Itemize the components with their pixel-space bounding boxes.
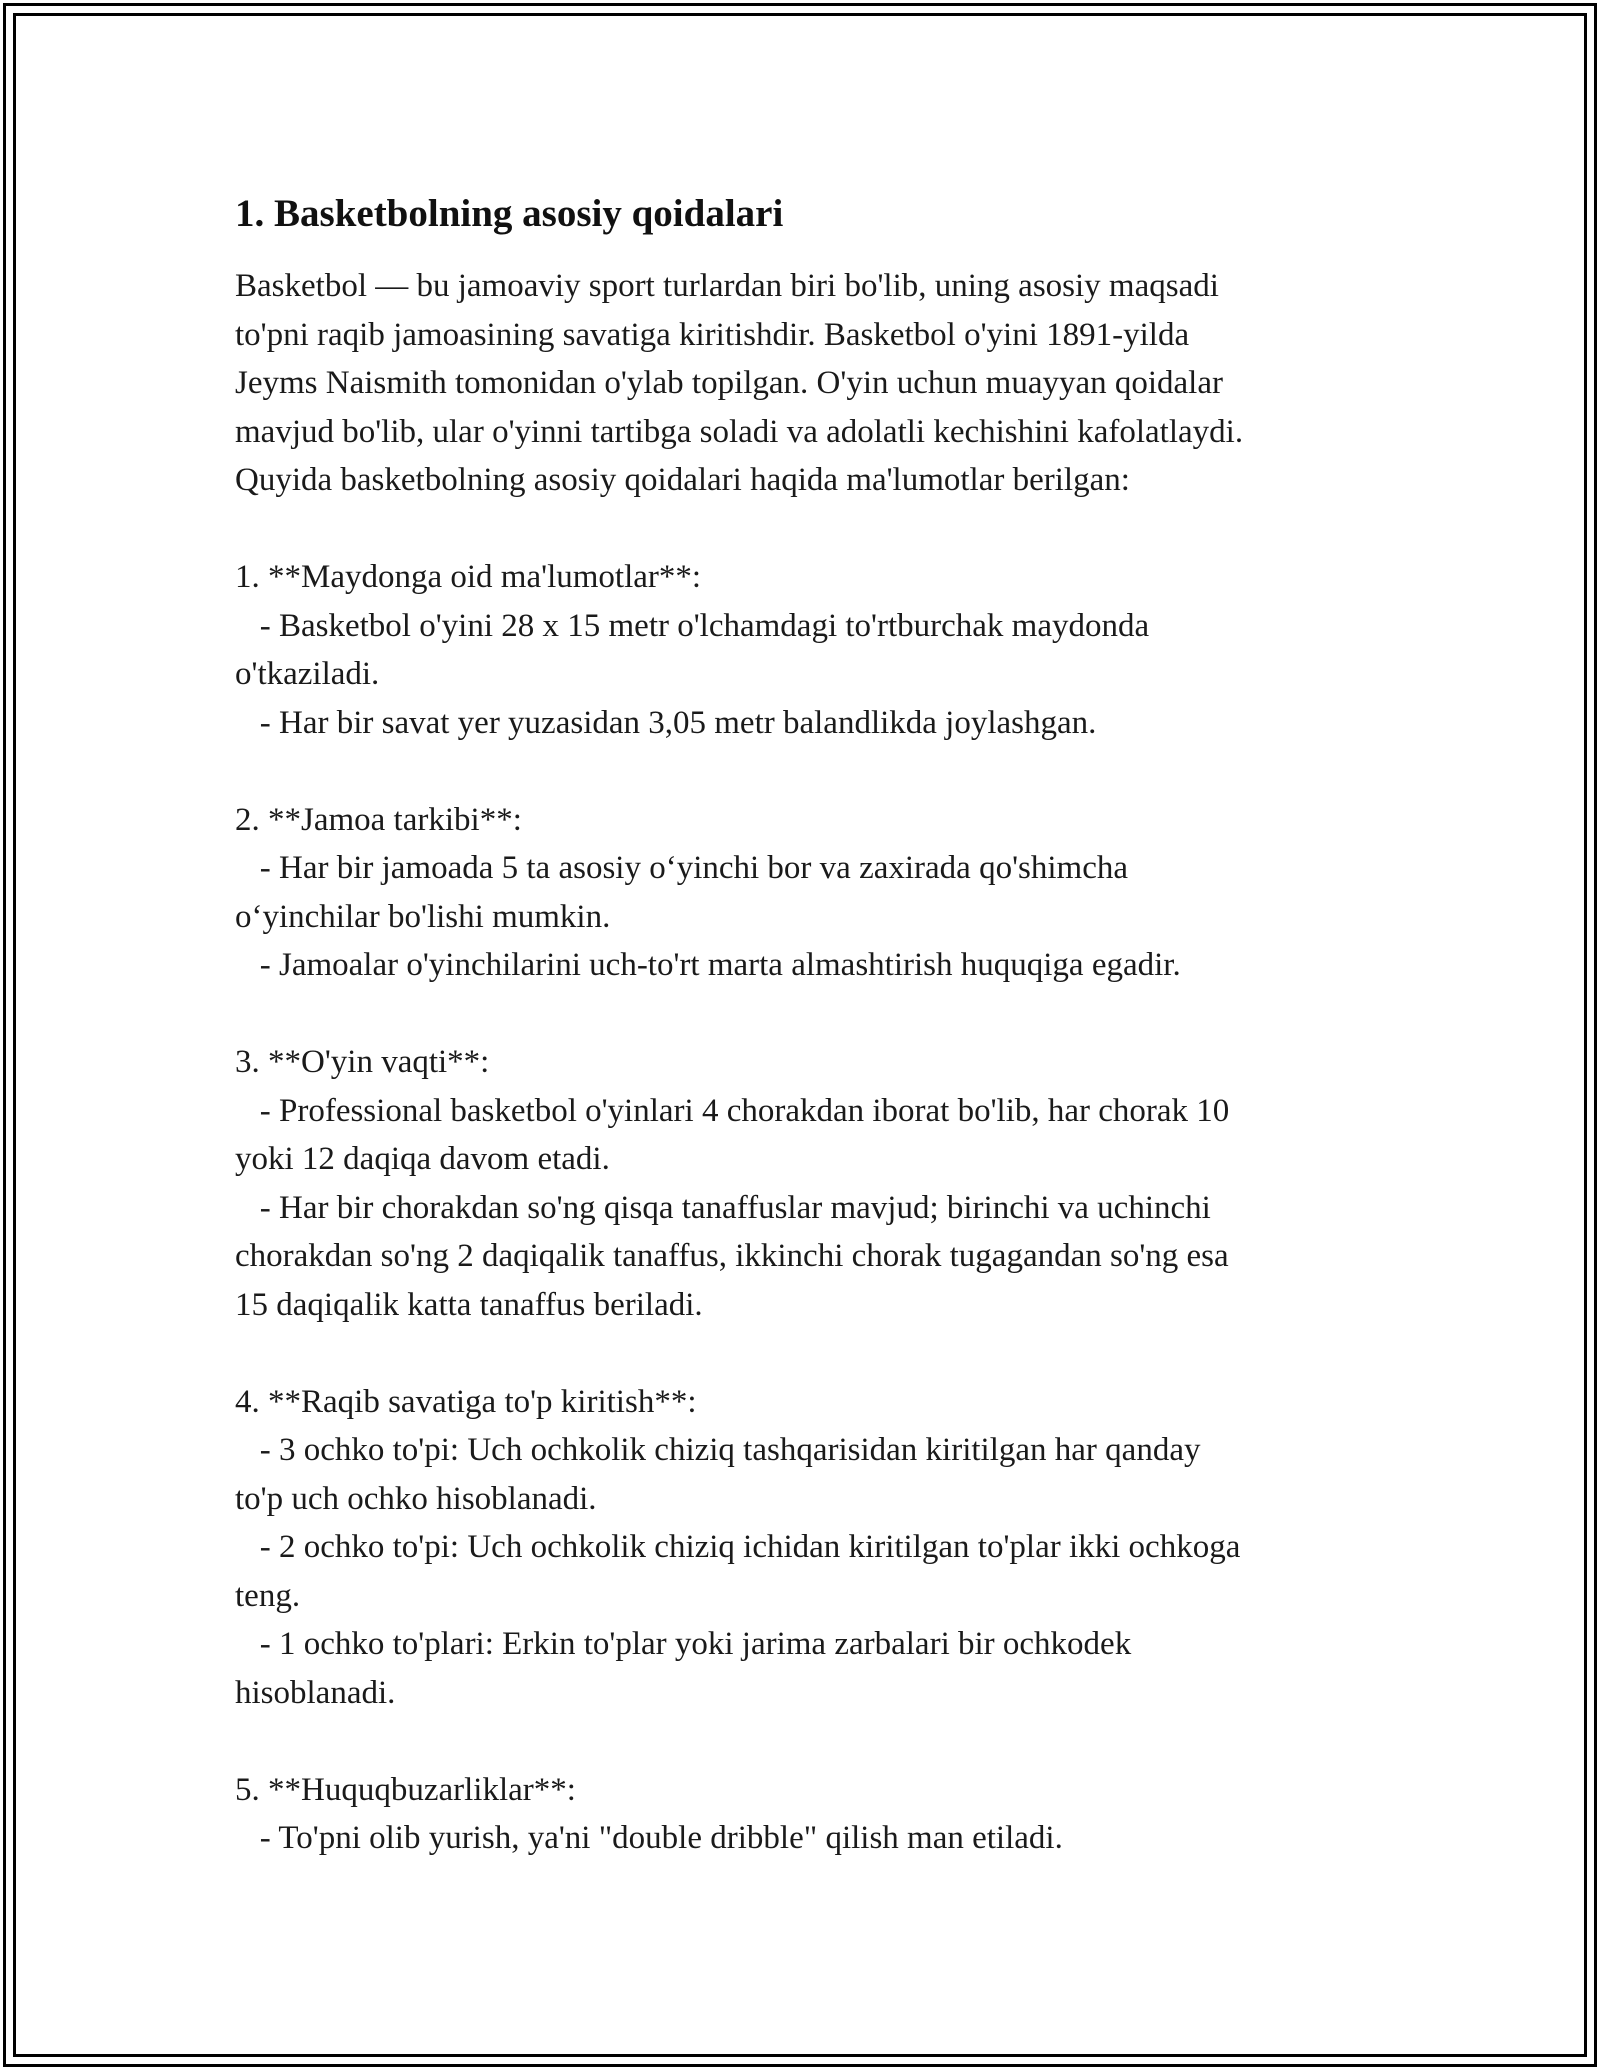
section-line: - Basketbol o'yini 28 x 15 metr o'lchamdagi to'rtburchak maydonda — [235, 607, 1150, 644]
section-line: o‘yinchilar bo'lishi mumkin. — [235, 898, 611, 935]
section-violations — [235, 1766, 1375, 1863]
paragraph-spacer — [235, 505, 1375, 554]
document-body — [235, 190, 1375, 1863]
section-game-time — [235, 1038, 1375, 1329]
section-line: teng. — [235, 1577, 301, 1614]
section-team-composition — [235, 796, 1375, 990]
paragraph-spacer — [235, 990, 1375, 1039]
section-title: 1. **Maydonga oid ma'lumotlar**: — [235, 559, 702, 595]
section-line: - 2 ochko to'pi: Uch ochkolik chiziq ichidan kiritilgan to'plar ikki ochkoga — [235, 1529, 1241, 1565]
intro-paragraph — [235, 262, 1375, 505]
section-line: o'tkaziladi. — [235, 656, 380, 692]
section-field-info — [235, 553, 1375, 747]
paragraph-spacer — [235, 747, 1375, 796]
section-line: hisoblanadi. — [235, 1674, 396, 1711]
section-line: - Har bir chorakdan so'ng qisqa tanaffuslar mavjud; birinchi va uchinchi — [235, 1189, 1211, 1226]
paragraph-spacer — [235, 1329, 1375, 1378]
section-line: - Professional basketbol o'yinlari 4 chorakdan iborat bo'lib, har chorak 10 — [235, 1092, 1230, 1129]
section-title: 4. **Raqib savatiga to'p kiritish**: — [235, 1383, 697, 1420]
section-line: 15 daqiqalik katta tanaffus beriladi. — [235, 1286, 703, 1323]
section-scoring — [235, 1378, 1375, 1718]
intro-line: to'pni raqib jamoasining savatiga kiritishdir. Basketbol o'yini 1891-yilda — [235, 316, 1190, 353]
paragraph-spacer — [235, 1717, 1375, 1766]
section-title: 2. **Jamoa tarkibi**: — [235, 801, 522, 838]
section-line: - Jamoalar o'yinchilarini uch-to'rt marta almashtirish huquqiga egadir. — [235, 947, 1181, 983]
section-line: - Har bir jamoada 5 ta asosiy o‘yinchi bor va zaxirada qo'shimcha — [235, 850, 1128, 886]
intro-line: Jeyms Naismith tomonidan o'ylab topilgan. O'yin uchun muayyan qoidalar — [235, 365, 1223, 401]
section-line: - Har bir savat yer yuzasidan 3,05 metr balandlikda joylashgan. — [235, 704, 1097, 741]
section-line: - To'pni olib yurish, ya'ni "double dribble" qilish man etiladi. — [235, 1820, 1063, 1856]
intro-line: Basketbol — bu jamoaviy sport turlardan biri bo'lib, uning asosiy maqsadi — [235, 268, 1219, 304]
section-line: to'p uch ochko hisoblanadi. — [235, 1480, 597, 1517]
document-heading: 1. Basketbolning asosiy qoidalari — [235, 192, 784, 235]
section-line: yoki 12 daqiqa davom etadi. — [235, 1141, 610, 1177]
intro-line: mavjud bo'lib, ular o'yinni tartibga soladi va adolatli kechishini kafolatlaydi. — [235, 413, 1244, 450]
section-line: - 1 ochko to'plari: Erkin to'plar yoki jarima zarbalari bir ochkodek — [235, 1626, 1132, 1662]
section-line: chorakdan so'ng 2 daqiqalik tanaffus, ikkinchi chorak tugagandan so'ng esa — [235, 1238, 1229, 1274]
section-line: - 3 ochko to'pi: Uch ochkolik chiziq tashqarisidan kiritilgan har qanday — [235, 1432, 1201, 1468]
section-title: 3. **O'yin vaqti**: — [235, 1044, 490, 1080]
intro-line: Quyida basketbolning asosiy qoidalari haqida ma'lumotlar berilgan: — [235, 462, 1130, 498]
section-title: 5. **Huquqbuzarliklar**: — [235, 1771, 576, 1808]
